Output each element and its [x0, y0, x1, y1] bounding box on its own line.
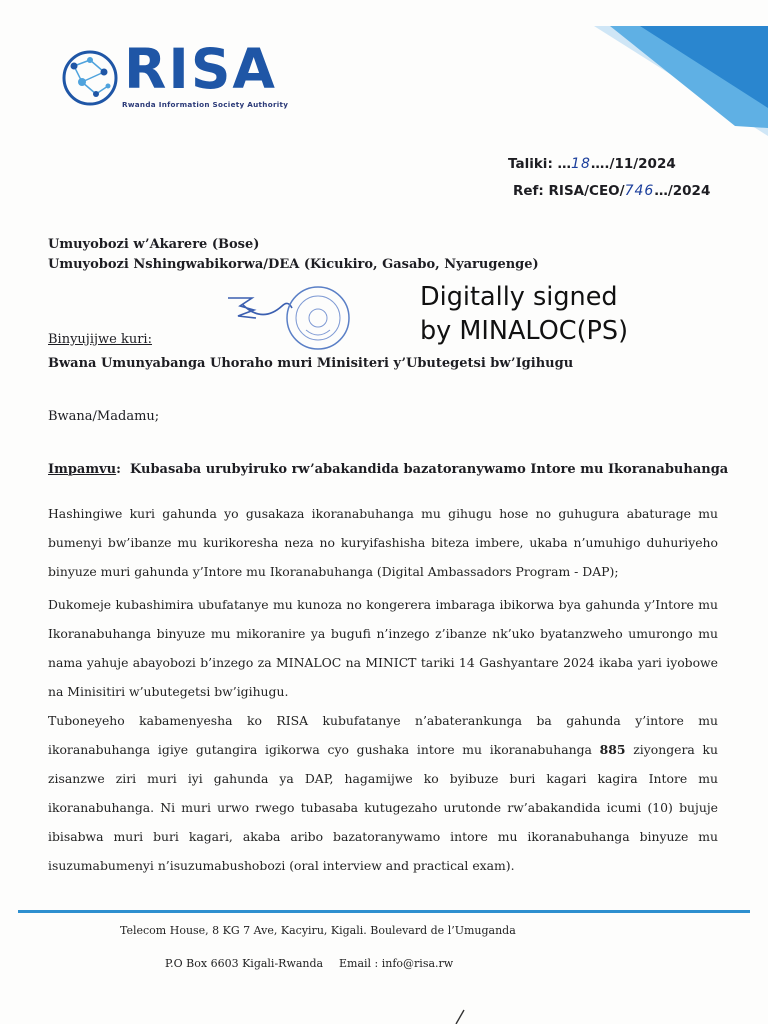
subject-label: Impamvu: [48, 462, 117, 477]
ref-rest: /2024: [667, 183, 711, 199]
signature-line-1: Digitally signed: [420, 282, 618, 312]
signature-line-2: by MINALOC(PS): [420, 316, 629, 346]
risa-logo: [58, 36, 308, 116]
globe-network-icon: [60, 48, 124, 112]
paragraph-2: Dukomeje kubashimira ubufatanye mu kunoza no kongerera imbaraga ibikorwa bya gahunda y’Intore mu Ikoranabuhanga binyuze mu mikoranire ya bugufi n’inzego z’ibanze nk’uko byatanzweho umurongo mu nama yahuje abayobozi b’inzego za MINALOC na MINICT tariki 14 Gashyantare 2024 ikaba yari iyobowe na Minisitiri w’ubutegetsi bw’igihugu.: [48, 597, 718, 699]
footer-divider: [18, 910, 750, 913]
footer-pobox: P.O Box 6603 Kigali-Rwanda: [165, 957, 324, 970]
subject-text: Kubasaba urubyiruko rw’abakandida bazatoranywamo Intore mu Ikoranabuhanga: [129, 462, 729, 477]
paragraph-1: Hashingiwe kuri gahunda yo gusakaza ikoranabuhanga mu gihugu hose no guhugura abaturage mu bumenyi bw’ibanze mu kurikoresha neza no kuryifashisha biteza imbere, ukaba n’umuhigo duhuriyeho binyuze muri gahunda y’Intore mu Ikoranabuhanga (Digital Ambassadors Program - DAP);: [48, 506, 718, 579]
paragraph-3-part-1: Tuboneyeho kabamenyesha ko RISA kubufatanye n’abaterankunga ba gahunda y’intore mu ikoranabuhanga igiye gutangira igikorwa cyo gushaka intore mu ikoranabuhanga: [48, 713, 718, 757]
logo-wordmark: RISA: [124, 37, 277, 101]
digital-signature-note: [420, 280, 628, 348]
cc-label: Binyujijwe kuri:: [48, 332, 152, 347]
reference-line: Ref: RISA/CEO/746…/2024: [513, 183, 711, 199]
handwritten-signature: [228, 298, 292, 318]
paragraph-3-number: 885: [599, 742, 626, 757]
official-stamp: [222, 284, 372, 364]
subject-line: Impamvu: Kubasaba urubyiruko rw’abakandida bazatoranywamo Intore mu Ikoranabuhanga: [48, 462, 729, 477]
date-day: 18: [571, 156, 591, 172]
ref-number: 746: [624, 183, 655, 199]
logo-subtitle: Rwanda Information Society Authority: [122, 100, 289, 109]
date-line: Taliki: …18…./11/2024: [508, 156, 676, 172]
paragraph-3-part-2: ziyongera ku zisanzwe ziri muri iyi gahunda ya DAP, hagamijwe ko byibuze buri kagari kagira Intore mu ikoranabuhanga. Ni muri urwo rwego tubasaba kutugezaho urutonde rw’abakandida icumi (10) bujuje ibisabwa muri buri kagari, akaba aribo bazatoranywamo intore mu ikoranabuhanga binyuze mu isuzumabumenyi n’isuzumabushobozi (oral interview and practical exam).: [48, 742, 719, 873]
footer-address: Telecom House, 8 KG 7 Ave, Kacyiru, Kigali. Boulevard de l’Umuganda: [120, 924, 516, 937]
recipient-line-1: Umuyobozi w’Akarere (Bose): [48, 237, 260, 252]
date-rest: /11/2024: [609, 156, 676, 172]
paragraph-3: [48, 706, 718, 880]
date-label: Taliki:: [508, 156, 558, 172]
recipient-line-2: Umuyobozi Nshingwabikorwa/DEA (Kicukiro, Gasabo, Nyarugenge): [48, 257, 539, 272]
footer-email: Email : info@risa.rw: [339, 957, 454, 970]
cc-recipient: Bwana Umunyabanga Uhoraho muri Minisiteri y’Ubutegetsi bw’Igihugu: [48, 356, 574, 371]
pen-mark-decoration: [452, 1006, 472, 1024]
ref-label: Ref: RISA/CEO/: [513, 183, 625, 199]
salutation: Bwana/Madamu;: [48, 409, 160, 424]
